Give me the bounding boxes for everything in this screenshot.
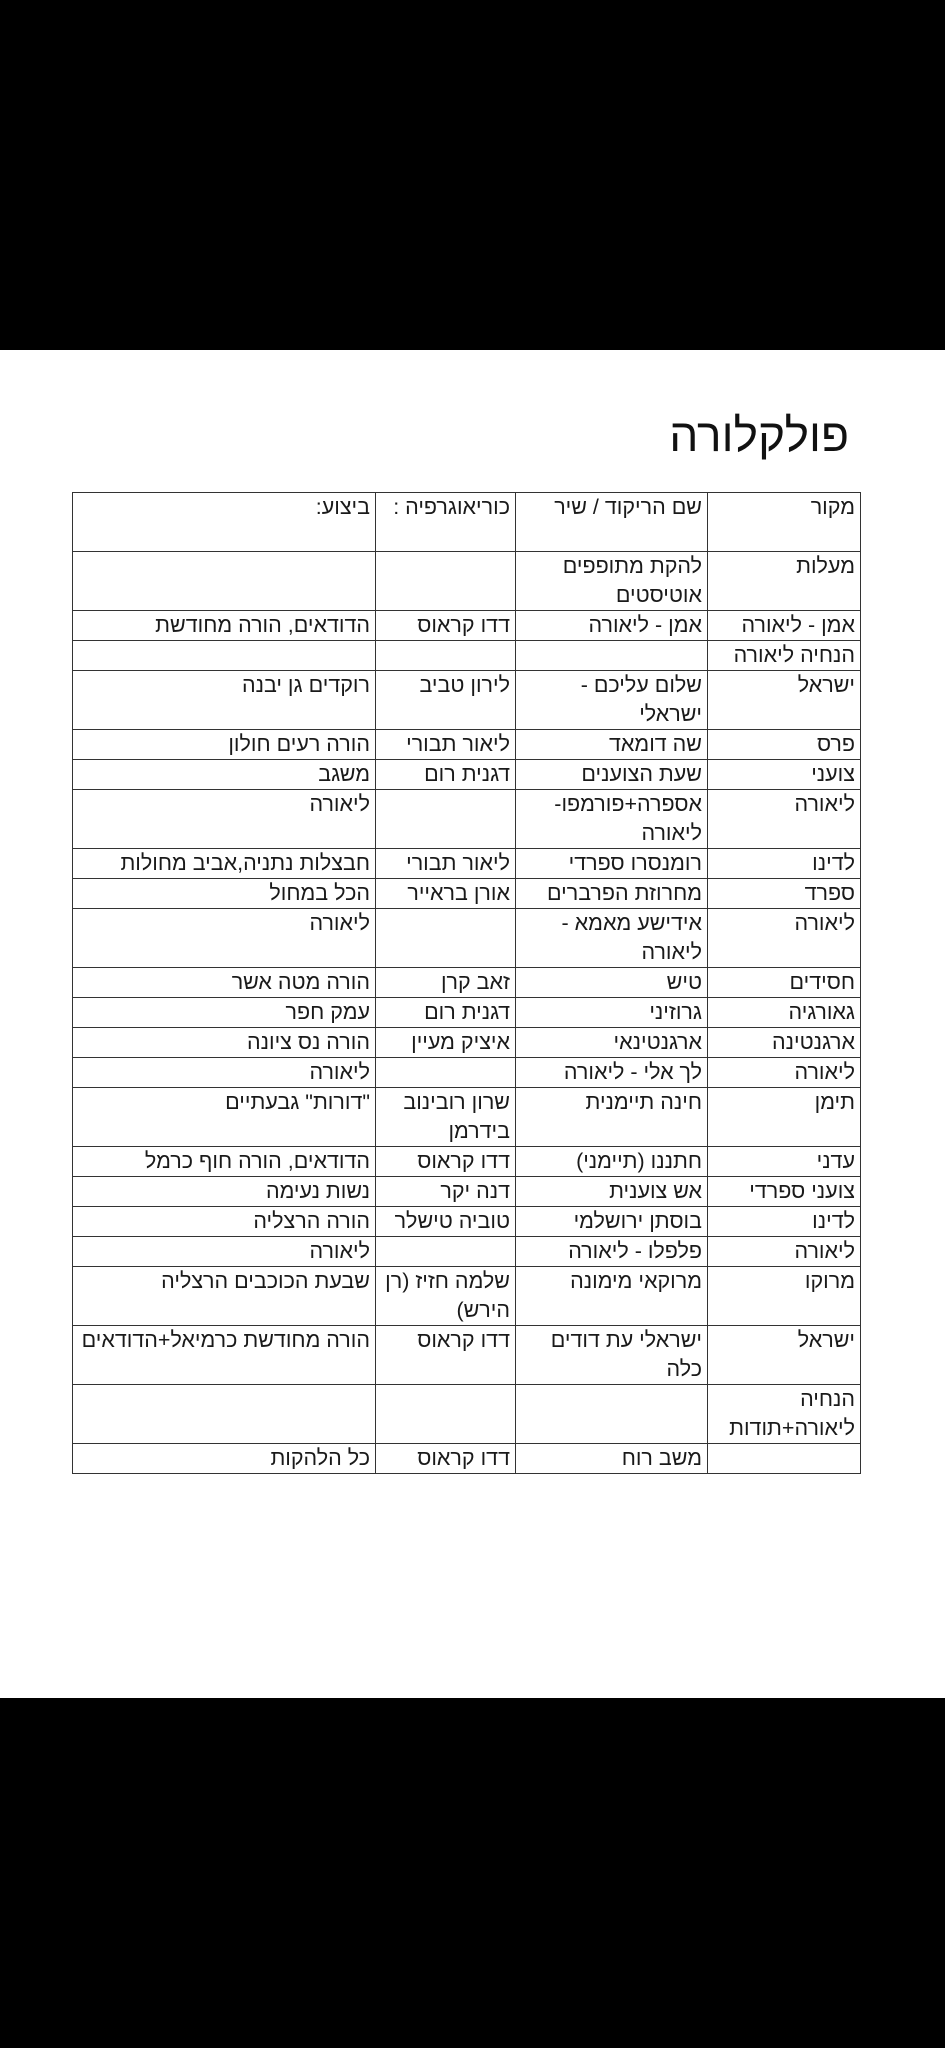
cell-dance-name: פלפלו - ליאורה	[516, 1237, 708, 1267]
cell-dance-name	[516, 1385, 708, 1444]
header-choreography: כוריאוגרפיה :	[376, 493, 516, 552]
table-row	[73, 1385, 861, 1444]
cell-performance: הורה הרצליה	[73, 1207, 376, 1237]
cell-source: פרס	[708, 730, 861, 760]
cell-performance: ליאורה	[73, 1058, 376, 1088]
cell-dance-name: רומנסרו ספרדי	[516, 849, 708, 879]
cell-performance: שבעת הכוכבים הרצליה	[73, 1267, 376, 1326]
cell-performance: ליאורה	[73, 790, 376, 849]
cell-performance: הורה נס ציונה	[73, 1028, 376, 1058]
cell-source: הנחיה ליאורה+תודות	[708, 1385, 861, 1444]
cell-choreography: זאב קרן	[376, 968, 516, 998]
cell-performance: רוקדים גן יבנה	[73, 671, 376, 730]
table-row	[73, 611, 861, 641]
cell-source: חסידים	[708, 968, 861, 998]
cell-source: גאורגיה	[708, 998, 861, 1028]
table-row	[73, 730, 861, 760]
cell-choreography: שרון רובינוב בידרמן	[376, 1088, 516, 1147]
cell-choreography	[376, 641, 516, 671]
cell-performance: כל הלהקות	[73, 1444, 376, 1474]
cell-source: ספרד	[708, 879, 861, 909]
cell-source: לדינו	[708, 1207, 861, 1237]
table-row	[73, 879, 861, 909]
cell-dance-name: שעת הצוענים	[516, 760, 708, 790]
cell-choreography: ליאור תבורי	[376, 730, 516, 760]
table-row	[73, 790, 861, 849]
cell-choreography: ליאור תבורי	[376, 849, 516, 879]
cell-choreography: דדו קראוס	[376, 1147, 516, 1177]
cell-source: ליאורה	[708, 1058, 861, 1088]
cell-choreography: דדו קראוס	[376, 1326, 516, 1385]
cell-choreography: דגנית רום	[376, 998, 516, 1028]
cell-choreography	[376, 790, 516, 849]
cell-dance-name: להקת מתופפים אוטיסטים	[516, 552, 708, 611]
table-row	[73, 1058, 861, 1088]
cell-choreography	[376, 1385, 516, 1444]
cell-dance-name: אש צוענית	[516, 1177, 708, 1207]
cell-choreography: דנה יקר	[376, 1177, 516, 1207]
header-dance-name: שם הריקוד / שיר	[516, 493, 708, 552]
table-row	[73, 1267, 861, 1326]
cell-source: ארגנטינה	[708, 1028, 861, 1058]
table-row	[73, 849, 861, 879]
table-row	[73, 1177, 861, 1207]
cell-source: הנחיה ליאורה	[708, 641, 861, 671]
cell-source	[708, 1444, 861, 1474]
cell-source: עדני	[708, 1147, 861, 1177]
cell-performance: ליאורה	[73, 1237, 376, 1267]
table-row	[73, 909, 861, 968]
cell-choreography: לירון טביב	[376, 671, 516, 730]
cell-performance: הורה מטה אשר	[73, 968, 376, 998]
table-row	[73, 552, 861, 611]
cell-dance-name: אידישע מאמא - ליאורה	[516, 909, 708, 968]
cell-source: ליאורה	[708, 1237, 861, 1267]
cell-choreography: איציק מעיין	[376, 1028, 516, 1058]
cell-performance	[73, 1385, 376, 1444]
cell-performance	[73, 552, 376, 611]
cell-performance: הדודאים, הורה מחודשת	[73, 611, 376, 641]
cell-dance-name: אמן - ליאורה	[516, 611, 708, 641]
table-row	[73, 1207, 861, 1237]
cell-dance-name: שה דומאד	[516, 730, 708, 760]
header-source: מקור	[708, 493, 861, 552]
header-performance: ביצוע:	[73, 493, 376, 552]
cell-dance-name: חינה תיימנית	[516, 1088, 708, 1147]
table-row	[73, 998, 861, 1028]
cell-source: לדינו	[708, 849, 861, 879]
cell-choreography: דדו קראוס	[376, 611, 516, 641]
cell-performance: ליאורה	[73, 909, 376, 968]
cell-performance: חבצלות נתניה,אביב מחולות	[73, 849, 376, 879]
table-row	[73, 1444, 861, 1474]
cell-dance-name	[516, 641, 708, 671]
cell-performance: הורה רעים חולון	[73, 730, 376, 760]
cell-performance: הדודאים, הורה חוף כרמל	[73, 1147, 376, 1177]
table-header-row	[73, 493, 861, 552]
cell-performance: הורה מחודשת כרמיאל+הדודאים	[73, 1326, 376, 1385]
page-title: פולקלורה	[669, 409, 849, 461]
cell-source: צועני ספרדי	[708, 1177, 861, 1207]
table-row	[73, 671, 861, 730]
document-page	[0, 350, 945, 1698]
cell-choreography: טוביה טישלר	[376, 1207, 516, 1237]
cell-source: תימן	[708, 1088, 861, 1147]
cell-dance-name: גרוזיני	[516, 998, 708, 1028]
table-body	[73, 552, 861, 1474]
cell-dance-name: חתננו (תיימני)	[516, 1147, 708, 1177]
cell-choreography	[376, 1237, 516, 1267]
cell-source: ליאורה	[708, 909, 861, 968]
cell-performance: משגב	[73, 760, 376, 790]
cell-performance: הכל במחול	[73, 879, 376, 909]
program-table	[72, 492, 861, 1474]
cell-source: מעלות	[708, 552, 861, 611]
cell-source: ישראל	[708, 671, 861, 730]
cell-source: מרוקו	[708, 1267, 861, 1326]
cell-source: צועני	[708, 760, 861, 790]
table-row	[73, 1028, 861, 1058]
cell-dance-name: בוסתן ירושלמי	[516, 1207, 708, 1237]
cell-choreography	[376, 1058, 516, 1088]
cell-choreography: דגנית רום	[376, 760, 516, 790]
cell-dance-name: משב רוח	[516, 1444, 708, 1474]
cell-source: ישראל	[708, 1326, 861, 1385]
table-row	[73, 760, 861, 790]
table-row	[73, 641, 861, 671]
cell-performance	[73, 641, 376, 671]
table-row	[73, 968, 861, 998]
cell-dance-name: מרוקאי מימונה	[516, 1267, 708, 1326]
cell-source: ליאורה	[708, 790, 861, 849]
cell-dance-name: טיש	[516, 968, 708, 998]
cell-dance-name: אספרה+פורמפו- ליאורה	[516, 790, 708, 849]
cell-dance-name: לך אלי - ליאורה	[516, 1058, 708, 1088]
table-row	[73, 1326, 861, 1385]
cell-source: אמן - ליאורה	[708, 611, 861, 641]
table-row	[73, 1237, 861, 1267]
cell-dance-name: ארגנטינאי	[516, 1028, 708, 1058]
cell-dance-name: ישראלי עת דודים כלה	[516, 1326, 708, 1385]
cell-choreography	[376, 552, 516, 611]
cell-choreography: דדו קראוס	[376, 1444, 516, 1474]
table-row	[73, 1088, 861, 1147]
cell-dance-name: מחרוזת הפרברים	[516, 879, 708, 909]
cell-performance: נשות נעימה	[73, 1177, 376, 1207]
cell-performance: עמק חפר	[73, 998, 376, 1028]
cell-performance: "דורות" גבעתיים	[73, 1088, 376, 1147]
cell-choreography	[376, 909, 516, 968]
table-row	[73, 1147, 861, 1177]
cell-choreography: שלמה חזיז (רן הירש)	[376, 1267, 516, 1326]
cell-dance-name: שלום עליכם - ישראלי	[516, 671, 708, 730]
cell-choreography: אורן בראייר	[376, 879, 516, 909]
